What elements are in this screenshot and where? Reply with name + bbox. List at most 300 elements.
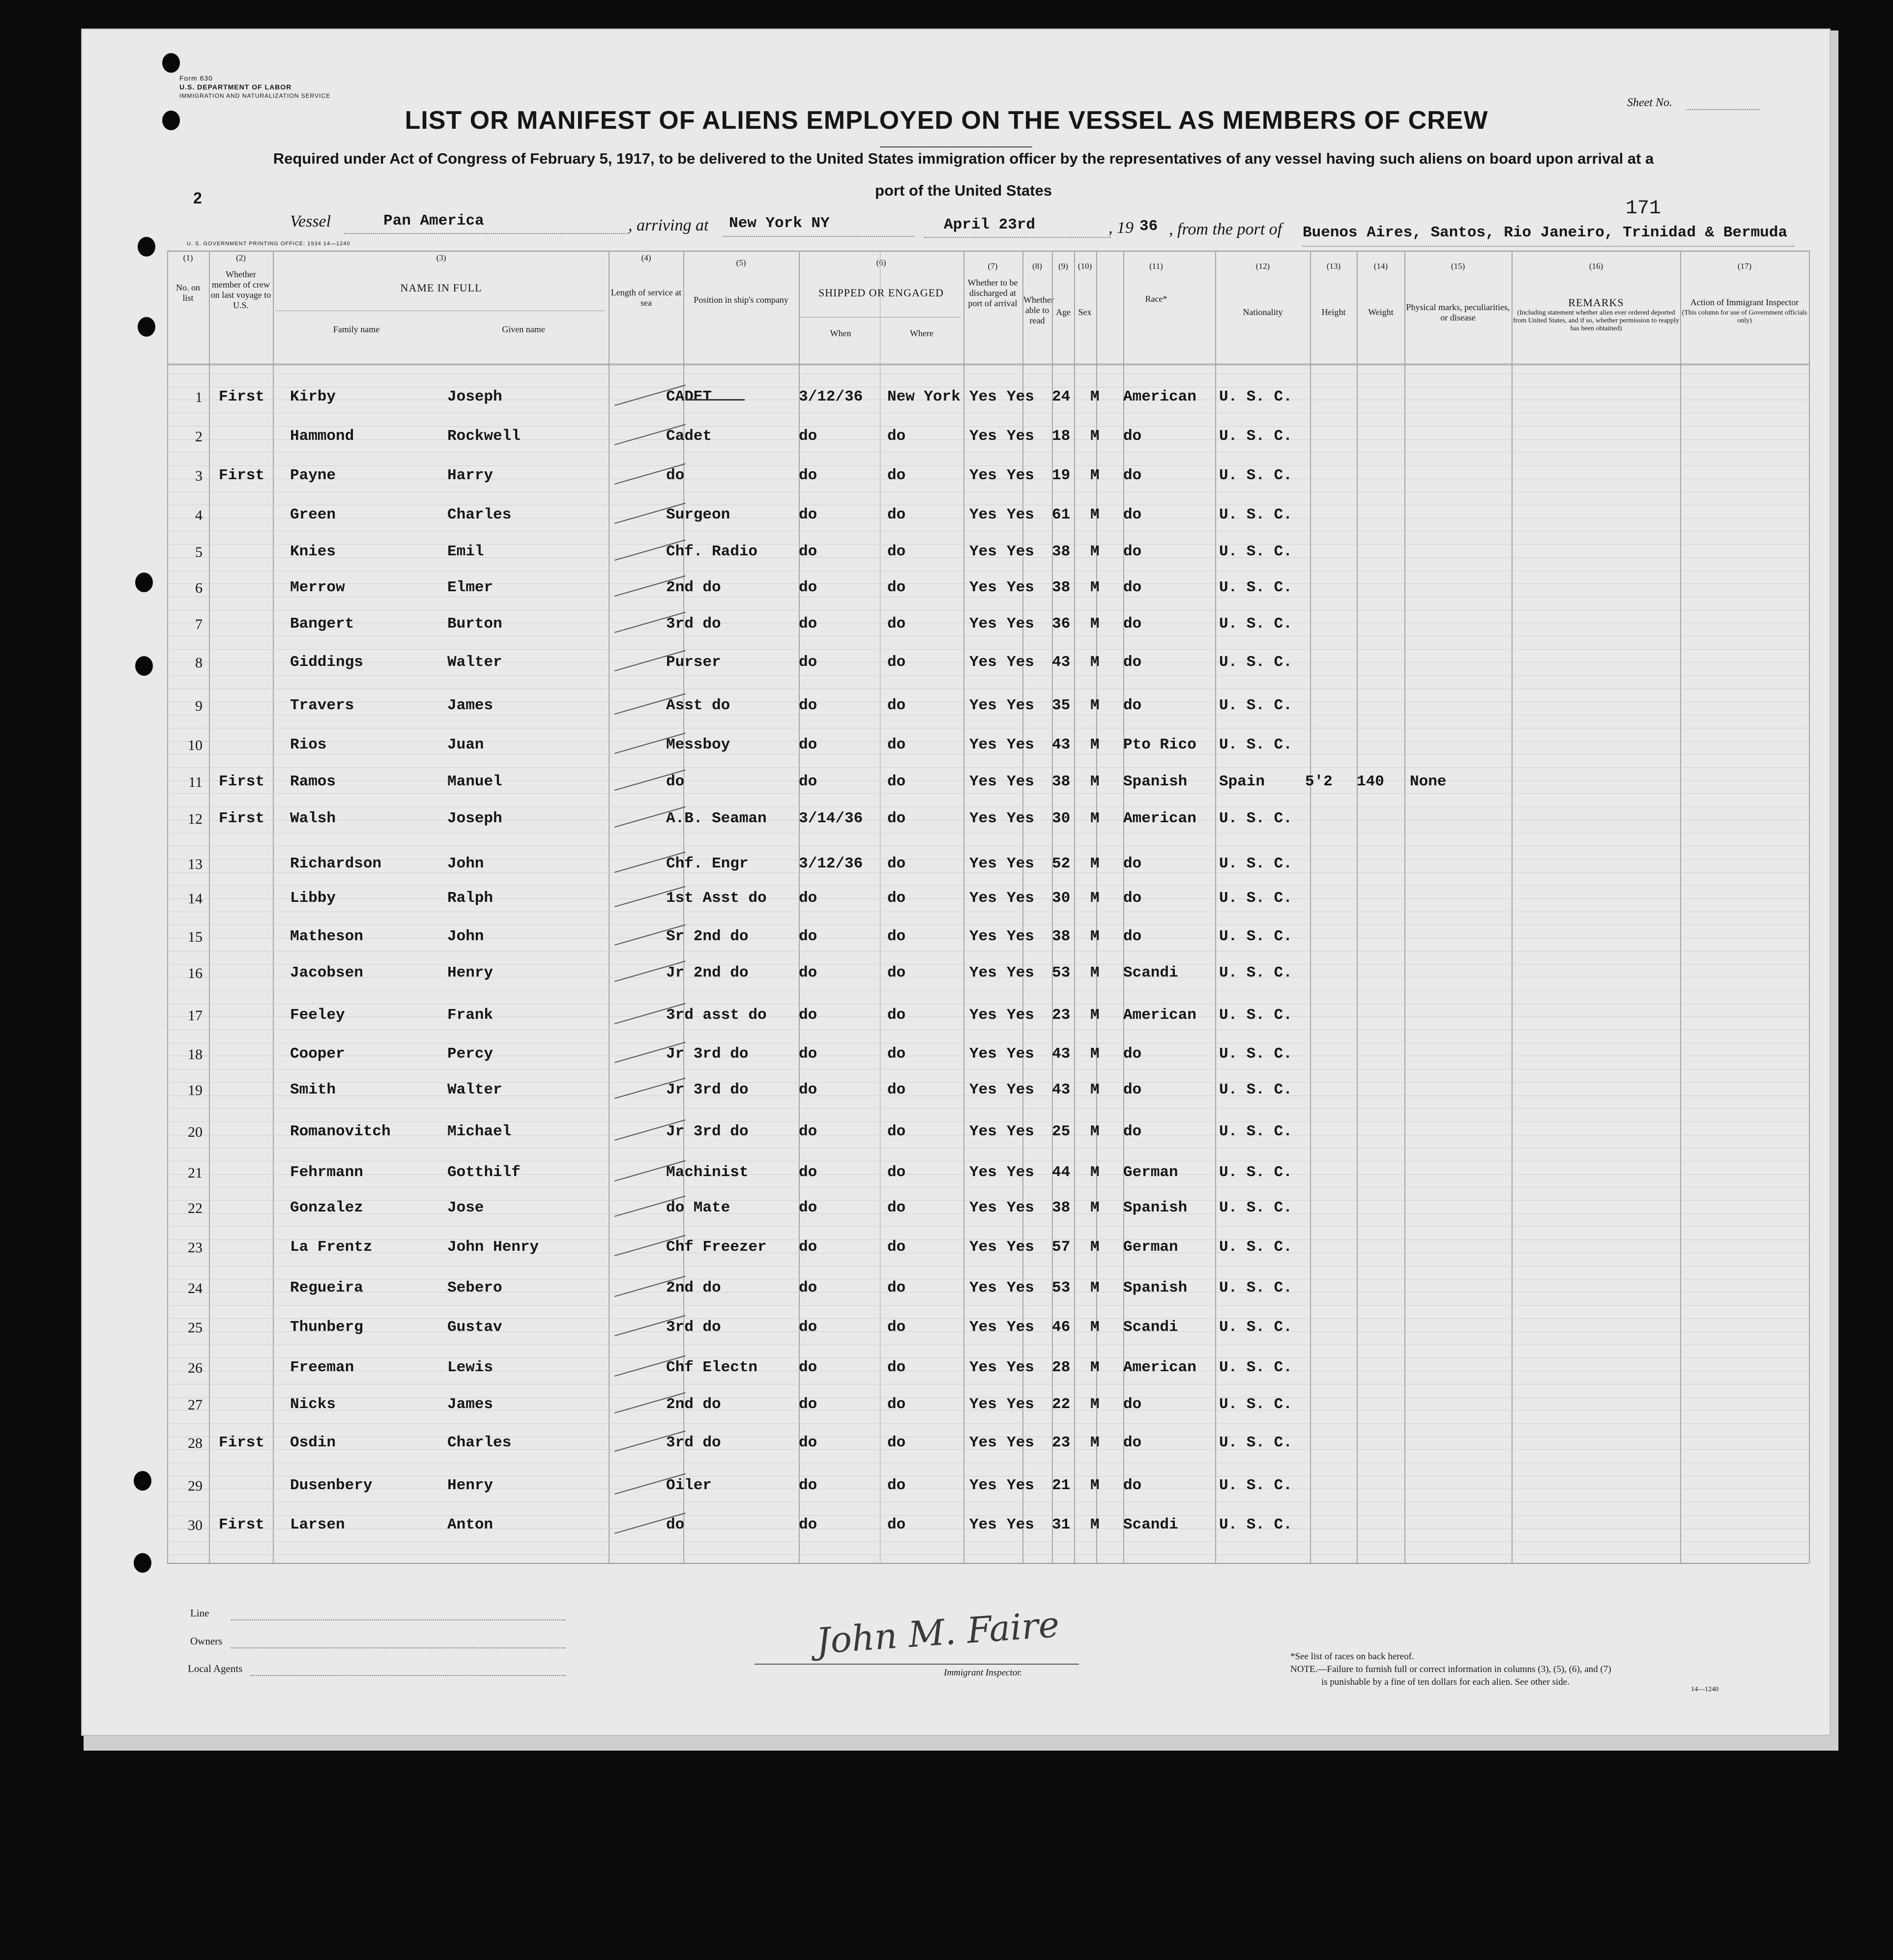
cell-age: 25	[1052, 1123, 1071, 1140]
cell-age: 61	[1052, 506, 1071, 523]
service-name: IMMIGRATION AND NATURALIZATION SERVICE	[179, 92, 331, 99]
cell-nationality: U. S. C.	[1219, 1081, 1292, 1098]
cell-read: Yes	[1007, 1319, 1034, 1336]
cell-no: 10	[188, 737, 203, 753]
ledger-line	[167, 1357, 1809, 1358]
cell-where: do	[887, 1477, 906, 1494]
column-divider	[1680, 251, 1681, 1563]
printer-line: U. S. GOVERNMENT PRINTING OFFICE: 1934 14—1240	[187, 241, 350, 247]
cell-nationality: U. S. C.	[1219, 428, 1292, 445]
vessel-name: Pan America	[383, 212, 484, 230]
ledger-line	[167, 767, 1809, 768]
cell-where: do	[887, 1199, 906, 1216]
cell-discharged: Yes	[969, 810, 997, 827]
cell-given: Gustav	[447, 1319, 502, 1336]
cell-race: do	[1123, 890, 1142, 907]
cell-read: Yes	[1007, 467, 1034, 484]
cell-given: Rockwell	[447, 428, 521, 445]
cell-sex: M	[1090, 773, 1100, 790]
column-header-5: Position in ship's company	[694, 295, 788, 305]
cell-discharged: Yes	[969, 1045, 997, 1063]
punch-hole	[134, 1553, 151, 1573]
cell-race: do	[1123, 1123, 1142, 1140]
cell-no: 1	[195, 389, 203, 405]
line-label: Line	[190, 1607, 209, 1619]
cell-nationality: U. S. C.	[1219, 1477, 1292, 1494]
ledger-line	[167, 491, 1809, 492]
cell-sex: M	[1090, 615, 1100, 633]
column-number-15: (15)	[1451, 261, 1465, 271]
cell-no: 4	[195, 507, 203, 523]
column-header-10: Sex	[1078, 307, 1092, 317]
cell-position: Messboy	[666, 736, 730, 753]
column-number-9: (9)	[1058, 261, 1068, 271]
cell-position: A.B. Seaman	[666, 810, 767, 827]
cell-race: do	[1123, 615, 1142, 633]
cell-family: Fehrmann	[290, 1164, 363, 1181]
cell-no: 22	[188, 1200, 203, 1216]
position-overtype-mark	[686, 399, 745, 401]
page-title: LIST OR MANIFEST OF ALIENS EMPLOYED ON THE VESSEL AS MEMBERS OF CREW	[405, 106, 1488, 135]
cell-sex: M	[1090, 1045, 1100, 1063]
cell-read: Yes	[1007, 1045, 1034, 1063]
cell-read: Yes	[1007, 615, 1034, 633]
cell-sex: M	[1090, 1279, 1100, 1297]
cell-where: do	[887, 1123, 906, 1140]
cell-where: do	[887, 697, 906, 714]
ledger-line	[167, 1515, 1809, 1516]
cell-family: Larsen	[290, 1516, 345, 1533]
cell-read: Yes	[1007, 654, 1034, 671]
cell-given: Frank	[447, 1007, 494, 1024]
cell-position: Jr 2nd do	[666, 964, 749, 981]
cell-age: 22	[1052, 1396, 1071, 1413]
cell-read: Yes	[1007, 1164, 1034, 1181]
cell-given: Burton	[447, 615, 502, 633]
cell-sex: M	[1090, 1516, 1100, 1533]
cell-no: 16	[188, 965, 203, 981]
cell-when: do	[799, 467, 817, 484]
cell-nationality: U. S. C.	[1219, 855, 1292, 872]
column-header-6: SHIPPED OR ENGAGED	[818, 287, 944, 299]
cell-position: Chf Electn	[666, 1359, 758, 1376]
cell-given: Henry	[447, 964, 494, 981]
cell-given: Walter	[447, 654, 502, 671]
cell-read: Yes	[1007, 1007, 1034, 1024]
cell-no: 7	[195, 616, 203, 633]
cell-no: 11	[188, 774, 203, 790]
cell-family: Rios	[290, 736, 327, 753]
cell-family: Libby	[290, 890, 336, 907]
cell-age: 44	[1052, 1164, 1071, 1181]
cell-position: Surgeon	[666, 506, 730, 523]
cell-discharged: Yes	[969, 615, 997, 633]
cell-position: do Mate	[666, 1199, 730, 1216]
cell-family: Merrow	[290, 579, 345, 596]
cell-race: American	[1123, 1007, 1196, 1024]
cell-no: 23	[188, 1239, 203, 1256]
ledger-line	[167, 1108, 1809, 1109]
ledger-line	[167, 872, 1809, 873]
cell-given: Michael	[447, 1123, 512, 1140]
cell-race: American	[1123, 388, 1196, 405]
cell-family: Gonzalez	[290, 1199, 363, 1216]
arrival-year: 36	[1139, 218, 1158, 235]
local-agents-label: Local Agents	[188, 1663, 243, 1674]
cell-when: do	[799, 1319, 817, 1336]
cell-last: First	[219, 773, 265, 790]
column-header-16: REMARKS	[1568, 296, 1624, 309]
cell-discharged: Yes	[969, 1239, 997, 1256]
cell-where: do	[887, 654, 906, 671]
column-header-4: Length of service at sea	[611, 288, 682, 308]
cell-age: 21	[1052, 1477, 1071, 1494]
cell-race: Spanish	[1123, 1199, 1188, 1216]
cell-nationality: U. S. C.	[1219, 543, 1292, 560]
cell-discharged: Yes	[969, 736, 997, 753]
cell-race: Spanish	[1123, 773, 1188, 790]
cell-family: Matheson	[290, 928, 363, 945]
column-subheader-when: When	[830, 328, 851, 338]
cell-discharged: Yes	[969, 773, 997, 790]
cell-where: do	[887, 1396, 906, 1413]
cell-given: Walter	[447, 1081, 502, 1098]
column-divider	[609, 251, 610, 1563]
cell-when: do	[799, 1359, 817, 1376]
cell-when: do	[799, 579, 817, 596]
ledger-line	[167, 924, 1809, 925]
cell-read: Yes	[1007, 890, 1034, 907]
inspector-label: Immigrant Inspector.	[944, 1668, 1022, 1678]
cell-family: Richardson	[290, 855, 382, 872]
cell-given: Ralph	[447, 890, 494, 907]
cell-nationality: U. S. C.	[1219, 1123, 1292, 1140]
cell-discharged: Yes	[969, 654, 997, 671]
ledger-line	[167, 675, 1809, 676]
cell-where: do	[887, 773, 906, 790]
cell-when: 3/12/36	[799, 388, 863, 405]
column-header-9: Age	[1056, 307, 1071, 317]
cell-when: do	[799, 615, 817, 633]
cell-age: 43	[1052, 1045, 1071, 1063]
cell-discharged: Yes	[969, 579, 997, 596]
cell-race: do	[1123, 506, 1142, 523]
cell-discharged: Yes	[969, 1359, 997, 1376]
cell-given: Gotthilf	[447, 1164, 521, 1181]
cell-no: 21	[188, 1165, 203, 1181]
cell-sex: M	[1090, 697, 1100, 714]
cell-when: do	[799, 1434, 817, 1451]
cell-position: 1st Asst do	[666, 890, 767, 907]
cell-no: 2	[195, 429, 203, 445]
punch-hole	[135, 656, 153, 676]
cell-read: Yes	[1007, 855, 1034, 872]
cell-where: do	[887, 1279, 906, 1297]
ledger-line	[167, 833, 1809, 834]
cell-age: 38	[1052, 579, 1071, 596]
cell-sex: M	[1090, 428, 1100, 445]
cell-age: 30	[1052, 890, 1071, 907]
cell-position: 2nd do	[666, 1279, 721, 1297]
cell-race: do	[1123, 1477, 1142, 1494]
ledger-line	[167, 1305, 1809, 1306]
cell-race: do	[1123, 579, 1142, 596]
cell-no: 12	[188, 811, 203, 827]
cell-family: Nicks	[290, 1396, 336, 1413]
cell-given: Sebero	[447, 1279, 502, 1297]
cell-where: do	[887, 428, 906, 445]
cell-race: Pto Rico	[1123, 736, 1196, 753]
cell-last: First	[219, 388, 265, 405]
column-header-17: Action of Immigrant Inspector	[1690, 297, 1799, 307]
cell-no: 17	[188, 1008, 203, 1024]
cell-position: 2nd do	[666, 579, 721, 596]
arriving-port: New York NY	[729, 215, 830, 232]
cell-read: Yes	[1007, 579, 1034, 596]
cell-where: do	[887, 467, 906, 484]
cell-where: do	[887, 506, 906, 523]
ledger-line	[167, 885, 1809, 886]
column-divider	[1512, 251, 1513, 1563]
cell-sex: M	[1090, 1123, 1100, 1140]
cell-age: 53	[1052, 964, 1071, 981]
cell-given: Henry	[447, 1477, 494, 1494]
ledger-line	[167, 465, 1809, 466]
column-number-10: (10)	[1078, 261, 1092, 271]
column-note-16: (Including statement whether alien ever ordered deported from United States, and if so, whether permission to reapply has been obtained)	[1513, 309, 1679, 332]
column-header-8: Whether able to read	[1023, 295, 1054, 325]
column-divider	[167, 251, 168, 1563]
cell-sex: M	[1090, 890, 1100, 907]
cell-discharged: Yes	[969, 1434, 997, 1451]
cell-no: 14	[188, 891, 203, 907]
cell-discharged: Yes	[969, 506, 997, 523]
cell-nationality: U. S. C.	[1219, 506, 1292, 523]
cell-age: 23	[1052, 1434, 1071, 1451]
cell-read: Yes	[1007, 964, 1034, 981]
cell-family: Cooper	[290, 1045, 345, 1063]
cell-discharged: Yes	[969, 1007, 997, 1024]
cell-family: Knies	[290, 543, 336, 560]
cell-nationality: U. S. C.	[1219, 467, 1292, 484]
cell-where: do	[887, 1434, 906, 1451]
cell-no: 25	[188, 1320, 203, 1336]
column-number-4: (4)	[641, 253, 651, 262]
column-number-13: (13)	[1326, 261, 1341, 271]
cell-no: 3	[195, 468, 203, 484]
cell-position: Chf. Engr	[666, 855, 749, 872]
owners-label: Owners	[190, 1635, 223, 1647]
cell-discharged: Yes	[969, 890, 997, 907]
cell-read: Yes	[1007, 1516, 1034, 1533]
cell-no: 30	[188, 1517, 203, 1533]
cell-last: First	[219, 810, 265, 827]
cell-given: Harry	[447, 467, 494, 484]
cell-race: do	[1123, 855, 1142, 872]
cell-discharged: Yes	[969, 928, 997, 945]
ledger-line	[167, 1423, 1809, 1424]
cell-last: First	[219, 1516, 265, 1533]
cell-no: 8	[195, 655, 203, 671]
cell-age: 38	[1052, 773, 1071, 790]
table-bottom-rule	[167, 1563, 1809, 1564]
cell-where: do	[887, 1516, 906, 1533]
cell-nationality: U. S. C.	[1219, 1319, 1292, 1336]
column-divider	[1404, 251, 1405, 1563]
cell-position: Purser	[666, 654, 721, 671]
cell-family: Walsh	[290, 810, 336, 827]
cell-last: First	[219, 1434, 265, 1451]
cell-where: do	[887, 1359, 906, 1376]
cell-when: do	[799, 1279, 817, 1297]
cell-family: Jacobsen	[290, 964, 363, 981]
cell-where: do	[887, 1164, 906, 1181]
cell-nationality: U. S. C.	[1219, 890, 1292, 907]
cell-position: CADET	[666, 388, 712, 405]
cell-no: 29	[188, 1478, 203, 1494]
vessel-label: Vessel	[290, 212, 331, 231]
cell-when: do	[799, 543, 817, 560]
cell-age: 31	[1052, 1516, 1071, 1533]
cell-nationality: Spain	[1219, 773, 1265, 790]
cell-age: 35	[1052, 697, 1071, 714]
cell-position: 3rd asst do	[666, 1007, 767, 1024]
cell-where: do	[887, 1007, 906, 1024]
header-top-rule	[167, 251, 1809, 252]
cell-discharged: Yes	[969, 964, 997, 981]
cell-when: do	[799, 506, 817, 523]
cell-nationality: U. S. C.	[1219, 1434, 1292, 1451]
column-number-5: (5)	[736, 258, 746, 267]
cell-given: Percy	[447, 1045, 494, 1063]
cell-read: Yes	[1007, 810, 1034, 827]
column-divider	[1357, 251, 1358, 1563]
cell-position: 2nd do	[666, 1396, 721, 1413]
cell-discharged: Yes	[969, 543, 997, 560]
cell-sex: M	[1090, 543, 1100, 560]
cell-when: do	[799, 1045, 817, 1063]
cell-nationality: U. S. C.	[1219, 697, 1292, 714]
cell-when: do	[799, 1007, 817, 1024]
cell-nationality: U. S. C.	[1219, 579, 1292, 596]
form-code: 14—1240	[1691, 1686, 1718, 1693]
cell-no: 19	[188, 1082, 203, 1098]
ledger-line	[167, 452, 1809, 453]
punch-hole	[134, 1471, 151, 1491]
column-number-16: (16)	[1589, 261, 1603, 271]
cell-discharged: Yes	[969, 428, 997, 445]
cell-when: do	[799, 654, 817, 671]
cell-age: 38	[1052, 1199, 1071, 1216]
cell-discharged: Yes	[969, 855, 997, 872]
cell-sex: M	[1090, 388, 1100, 405]
cell-nationality: U. S. C.	[1219, 964, 1292, 981]
cell-race: do	[1123, 543, 1142, 560]
cell-nationality: U. S. C.	[1219, 928, 1292, 945]
cell-discharged: Yes	[969, 1123, 997, 1140]
column-divider	[209, 251, 210, 1563]
cell-family: La Frentz	[290, 1239, 373, 1256]
cell-where: do	[887, 810, 906, 827]
cell-nationality: U. S. C.	[1219, 1359, 1292, 1376]
cell-position: Cadet	[666, 428, 712, 445]
cell-read: Yes	[1007, 1477, 1034, 1494]
cell-age: 28	[1052, 1359, 1071, 1376]
column-number-8: (8)	[1032, 261, 1042, 271]
cell-given: Joseph	[447, 388, 502, 405]
cell-family: Feeley	[290, 1007, 345, 1024]
cell-position: Jr 3rd do	[666, 1123, 749, 1140]
cell-read: Yes	[1007, 1359, 1034, 1376]
cell-race: do	[1123, 428, 1142, 445]
cell-family: Romanovitch	[290, 1123, 391, 1140]
cell-sex: M	[1090, 1477, 1100, 1494]
cell-when: do	[799, 964, 817, 981]
column-subheader-family-name: Family name	[333, 324, 380, 334]
cell-read: Yes	[1007, 388, 1034, 405]
cell-age: 53	[1052, 1279, 1071, 1297]
cell-sex: M	[1090, 579, 1100, 596]
cell-age: 19	[1052, 467, 1071, 484]
cell-family: Regueira	[290, 1279, 363, 1297]
punch-hole	[162, 53, 180, 73]
cell-given: John	[447, 855, 484, 872]
cell-race: do	[1123, 697, 1142, 714]
cell-position: Oiler	[666, 1477, 712, 1494]
cell-given: Jose	[447, 1199, 484, 1216]
cell-discharged: Yes	[969, 1477, 997, 1494]
cell-discharged: Yes	[969, 1516, 997, 1533]
cell-sex: M	[1090, 1007, 1100, 1024]
cell-race: do	[1123, 467, 1142, 484]
cell-age: 43	[1052, 654, 1071, 671]
cell-position: Machinist	[666, 1164, 749, 1181]
from-ports: Buenos Aires, Santos, Rio Janeiro, Trinidad & Bermuda	[1303, 224, 1787, 241]
cell-family: Smith	[290, 1081, 336, 1098]
cell-given: Joseph	[447, 810, 502, 827]
penalty-note-1: NOTE.—Failure to furnish full or correct information in columns (3), (5), (6), and (7)	[1290, 1664, 1611, 1674]
column-number-11: (11)	[1149, 261, 1163, 271]
cell-read: Yes	[1007, 1434, 1034, 1451]
cell-no: 27	[188, 1397, 203, 1413]
cell-discharged: Yes	[969, 467, 997, 484]
cell-family: Bangert	[290, 615, 354, 633]
cell-nationality: U. S. C.	[1219, 1396, 1292, 1413]
cell-last: First	[219, 467, 265, 484]
cell-nationality: U. S. C.	[1219, 736, 1292, 753]
cell-sex: M	[1090, 964, 1100, 981]
cell-family: Ramos	[290, 773, 336, 790]
department-name: U.S. DEPARTMENT OF LABOR	[179, 83, 292, 91]
cell-discharged: Yes	[969, 1164, 997, 1181]
cell-given: John Henry	[447, 1239, 539, 1256]
cell-race: do	[1123, 1081, 1142, 1098]
cell-race: German	[1123, 1239, 1178, 1256]
cell-family: Travers	[290, 697, 354, 714]
punch-hole	[135, 573, 153, 592]
cell-read: Yes	[1007, 543, 1034, 560]
cell-when: do	[799, 1477, 817, 1494]
cell-family: Payne	[290, 467, 336, 484]
column-header-1: No. on list	[176, 283, 200, 303]
cell-position: 3rd do	[666, 1434, 721, 1451]
punch-hole	[138, 237, 155, 257]
cell-sex: M	[1090, 654, 1100, 671]
cell-read: Yes	[1007, 1239, 1034, 1256]
column-number-1: (1)	[183, 253, 193, 262]
cell-sex: M	[1090, 1434, 1100, 1451]
cell-nationality: U. S. C.	[1219, 1279, 1292, 1297]
